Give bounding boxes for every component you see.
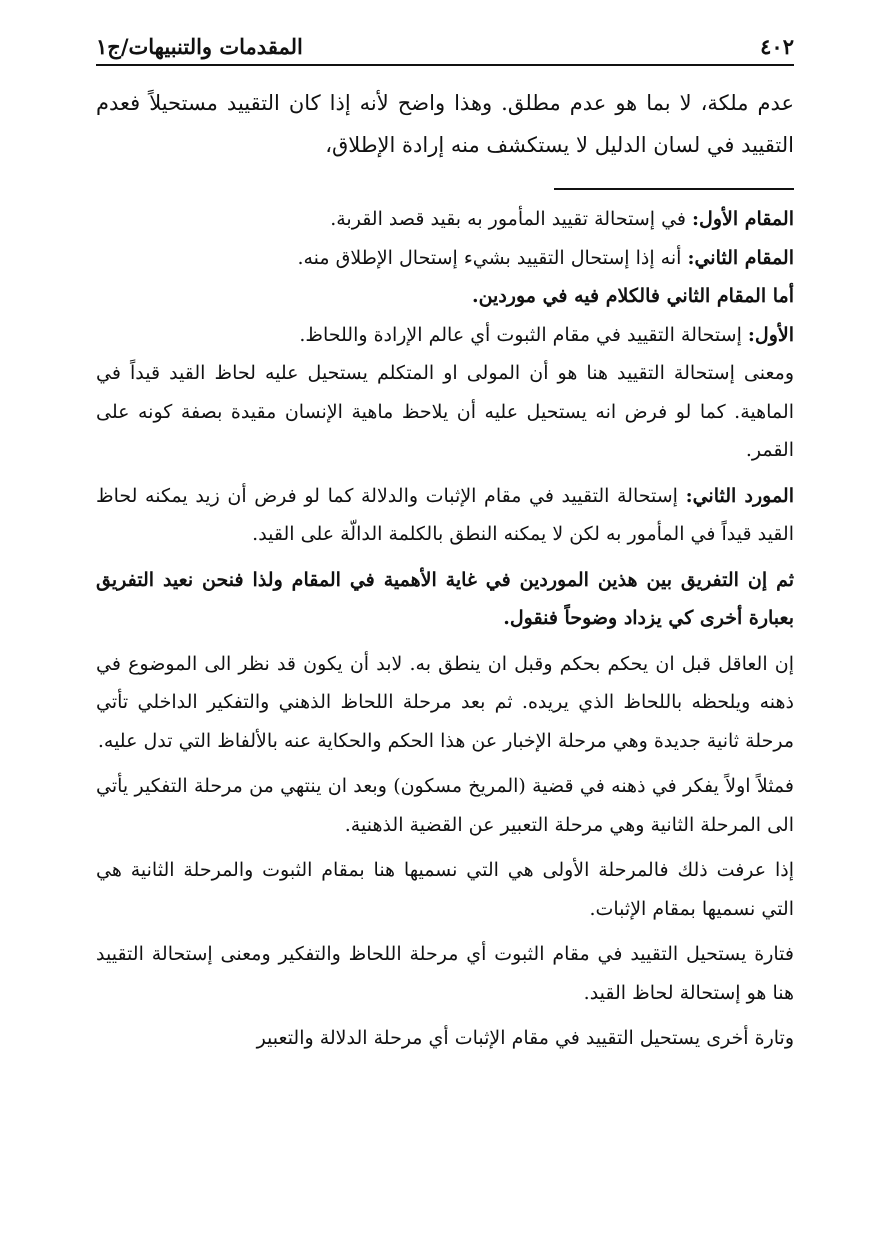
page-header <box>96 30 794 66</box>
paragraph-text: أنه إذا إستحال التقييد بشيء إستحال الإطلاق منه. <box>297 246 688 269</box>
paragraph-lead: الأول: <box>747 323 794 346</box>
footnote-paragraph <box>96 645 794 761</box>
footnote-paragraph <box>96 477 794 554</box>
footnote-paragraph <box>96 200 794 239</box>
footnote-paragraph <box>96 935 794 1012</box>
paragraph-text: وتارة أخرى يستحيل التقييد في مقام الإثبات أي مرحلة الدلالة والتعبير <box>256 1027 794 1049</box>
paragraph-text: إن العاقل قبل ان يحكم بحكم وقبل ان ينطق به. لابد أن يكون قد نظر الى الموضوع في ذهنه ويلحظه باللحاظ الذي يريده. ثم بعد مرحلة اللحاظ الذهني والتفكير الداخلي تأتي مرحلة ثانية جديدة وهي مرحلة الإخبار عن هذا الحكم والحكاية عنه بالألفاظ التي تدل عليه. <box>96 652 794 752</box>
paragraph-text: ثم إن التفريق بين هذين الموردين في غاية الأهمية في المقام ولذا فنحن نعيد التفريق بعبارة أخرى كي يزداد وضوحاً فنقول. <box>96 568 794 629</box>
paragraph-lead: المقام الثاني: <box>687 246 794 269</box>
page-number: ٤٠٢ <box>760 34 794 59</box>
paragraph-text: ومعنى إستحالة التقييد هنا هو أن المولى او المتكلم يستحيل عليه لحاظ القيد قيداً في الماهية. كما لو فرض انه يستحيل عليه أن يلاحظ ماهية الإنسان مقيدة بصفة كونه على القمر. <box>96 362 794 461</box>
footnote-paragraph <box>96 851 794 928</box>
footnote-paragraph <box>96 767 794 844</box>
main-body-text: عدم ملكة، لا بما هو عدم مطلق. وهذا واضح لأنه إذا كان التقييد مستحيلاً فعدم التقييد في لسان الدليل لا يستكشف منه إرادة الإطلاق، <box>96 91 794 157</box>
paragraph-text: إستحالة التقييد في مقام الثبوت أي عالم الإرادة واللحاظ. <box>299 323 748 346</box>
footnote-paragraph <box>96 561 794 638</box>
footnote-paragraph <box>96 277 794 316</box>
paragraph-text: فتارة يستحيل التقييد في مقام الثبوت أي مرحلة اللحاظ والتفكير ومعنى إستحالة التقييد هنا هو إستحالة لحاظ القيد. <box>96 943 794 1004</box>
paragraph-lead: المقام الأول: <box>692 208 794 230</box>
paragraph-text: إستحالة التقييد في مقام الإثبات والدلالة كما لو فرض أن زيد يمكنه لحاظ القيد قيداً في المأمور به لكن لا يمكنه النطق بالكلمة الدالّة على القيد. <box>96 484 794 545</box>
footnote-paragraph <box>96 316 794 355</box>
footnote-paragraph <box>96 239 794 278</box>
footnote-paragraph <box>96 1019 794 1058</box>
paragraph-text: في إستحالة تقييد المأمور به بقيد قصد القربة. <box>330 208 693 230</box>
footnote-section <box>96 200 794 1058</box>
running-title: المقدمات والتنبيهات/ج١ <box>96 34 303 59</box>
paragraph-text: أما المقام الثاني فالكلام فيه في موردين. <box>471 285 794 307</box>
paragraph-lead: المورد الثاني: <box>685 484 794 507</box>
footnote-divider <box>554 188 794 190</box>
paragraph-text: إذا عرفت ذلك فالمرحلة الأولى هي التي نسميها هنا بمقام الثبوت والمرحلة الثانية هي التي نسميها بمقام الإثبات. <box>96 859 794 920</box>
paragraph-text: فمثلاً اولاً يفكر في ذهنه في قضية (المريخ مسكون) وبعد ان ينتهي من مرحلة التفكير يأتي الى المرحلة الثانية وهي مرحلة التعبير عن القضية الذهنية. <box>96 775 794 836</box>
footnote-paragraph <box>96 354 794 470</box>
book-page <box>96 30 794 1058</box>
